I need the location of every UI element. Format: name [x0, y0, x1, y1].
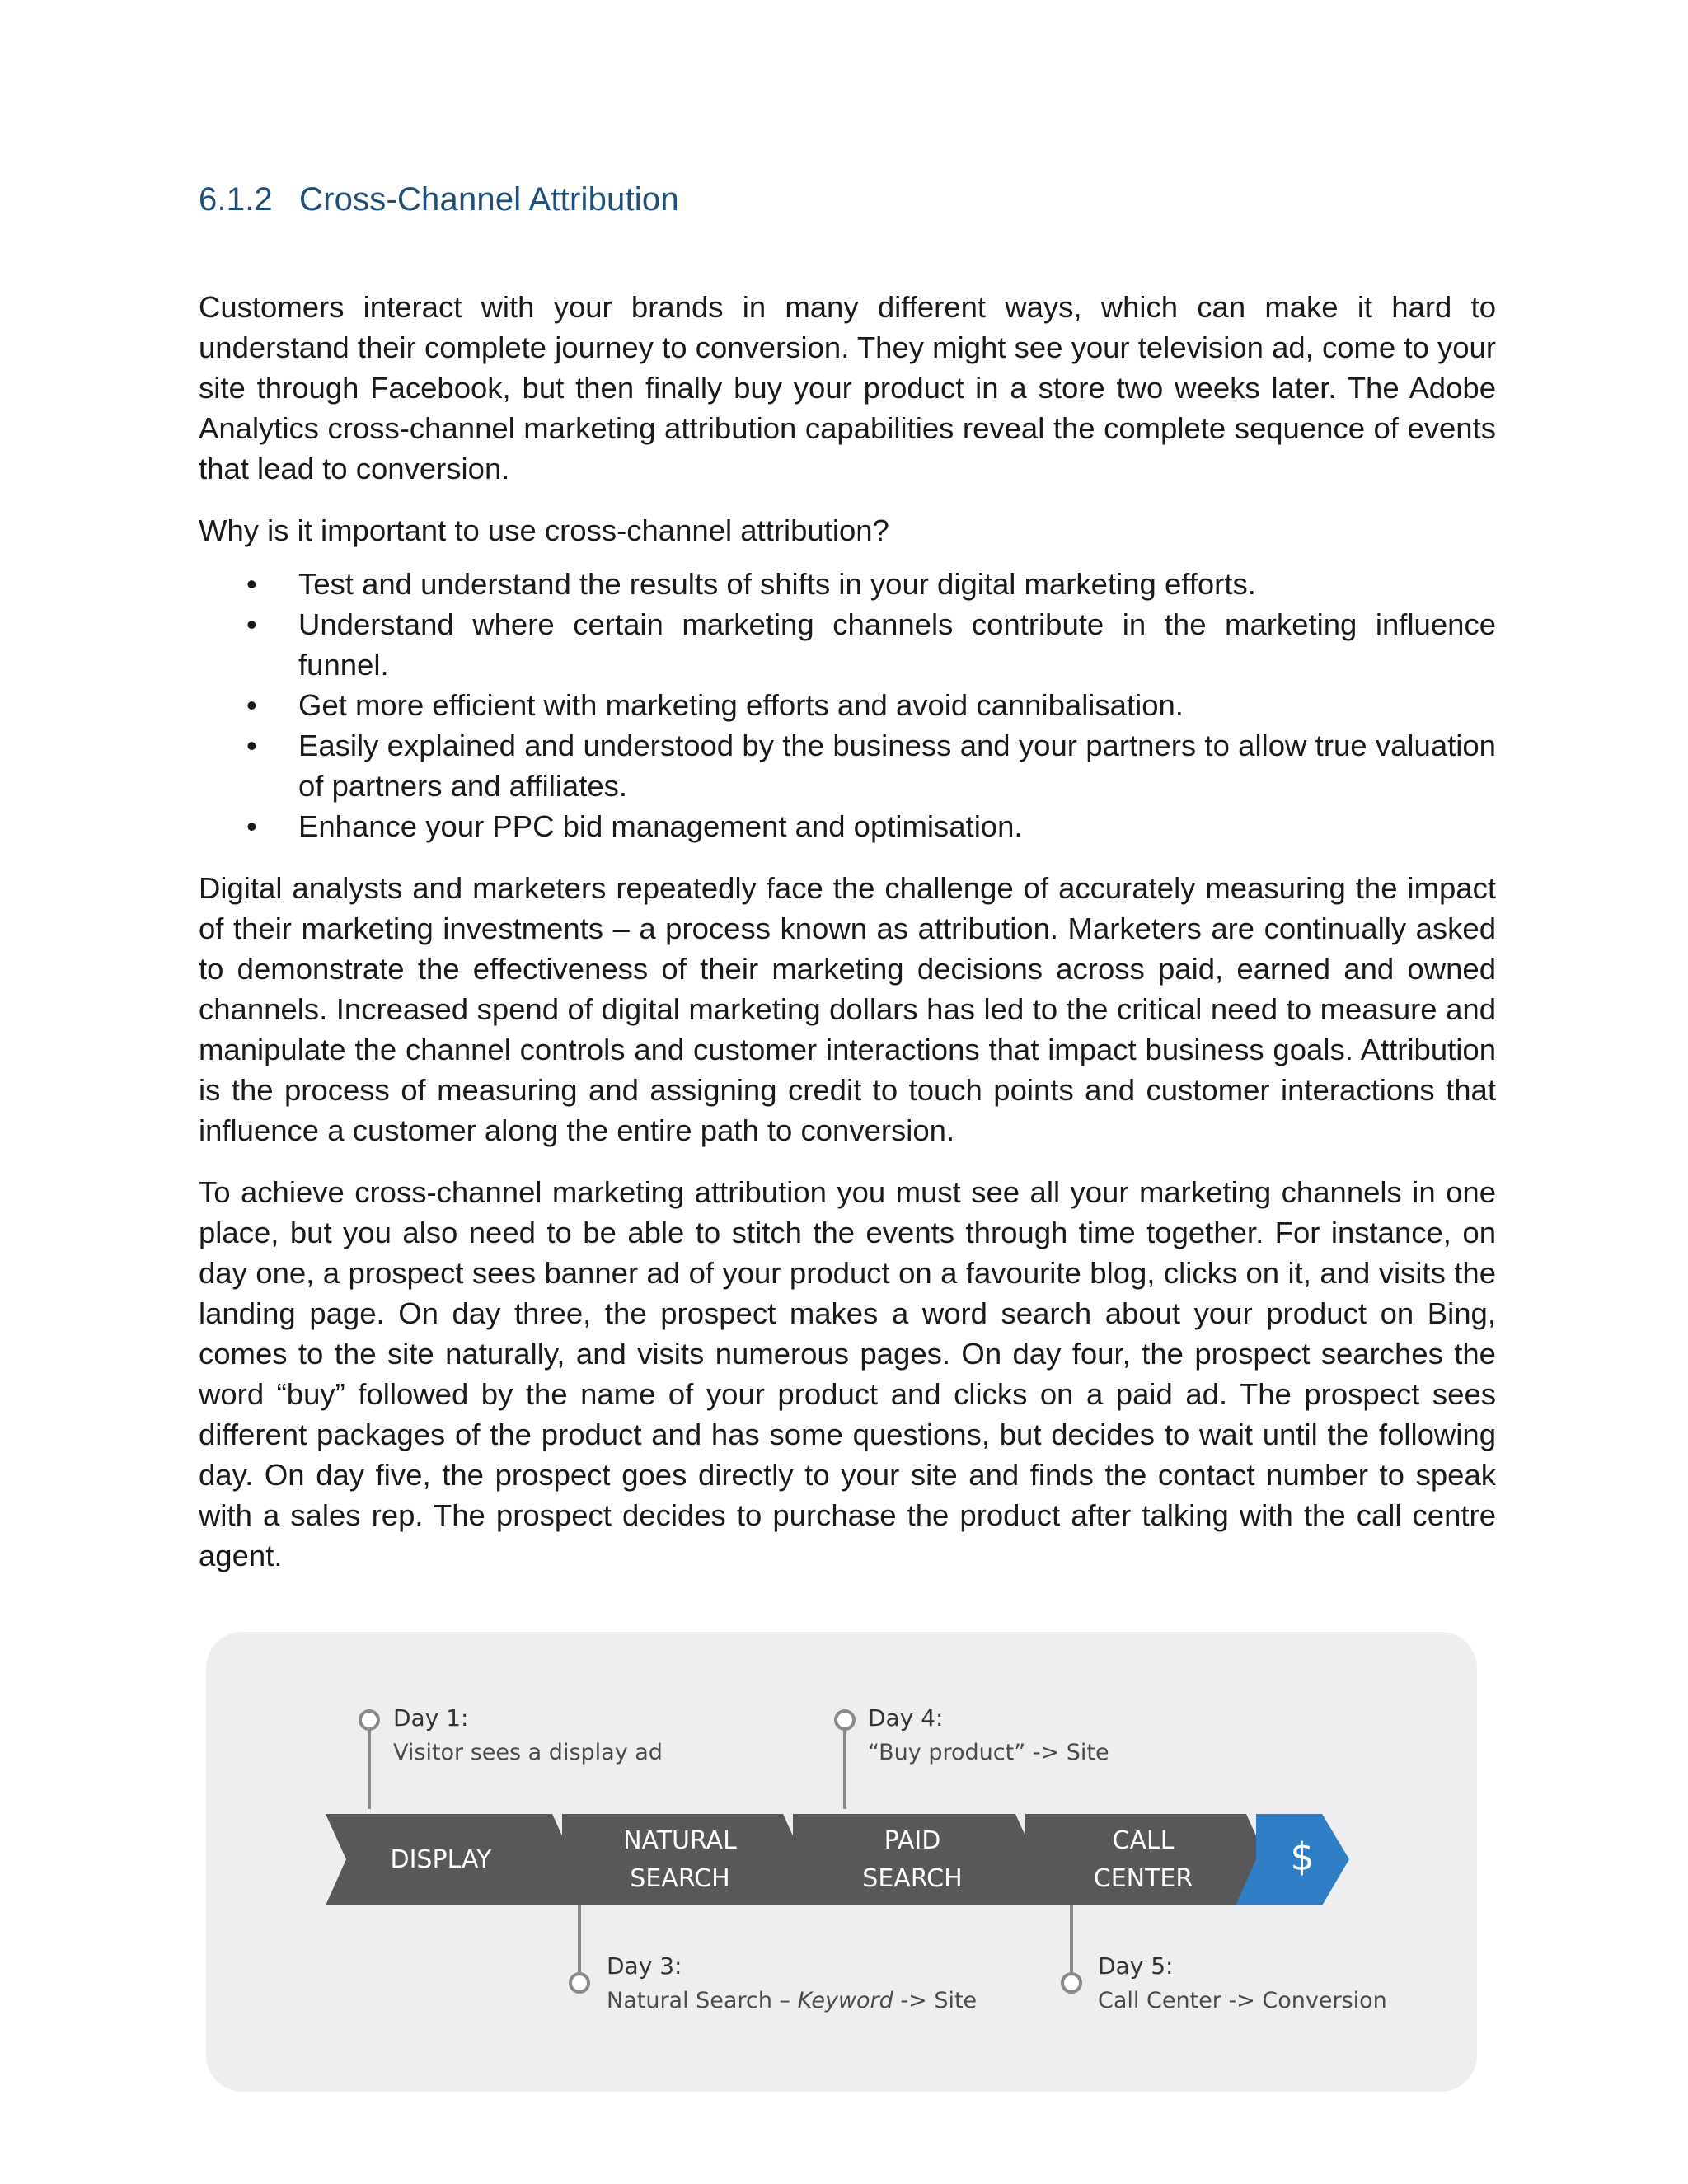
day4-callout: Day 4: “Buy product” -> Site [868, 1704, 1109, 1765]
day5-callout: Day 5: Call Center -> Conversion [1098, 1952, 1387, 2013]
attribution-journey-diagram [206, 1632, 1477, 2092]
paragraph-attribution: Digital analysts and marketers repeatedly face the challenge of accurately measuring the impact of their marketing investments – a process known as attribution. Marketers are continually asked to demonstrate the effectiveness of their marketing decisions across paid, earned and owned channels. Increased spend of digital marketing dollars has led to the critical need to measure and manipulate the channel controls and customer interactions that impact business goals. Attribution is the process of measuring and assigning credit to touch points and customer interactions that influence a customer along the entire path to conversion. [199, 871, 1496, 1147]
stage-paid-search-label: PAID SEARCH [862, 1826, 963, 1893]
day3-node-icon [570, 1974, 588, 1992]
section-heading [199, 181, 679, 218]
bullet-glyph: • [246, 567, 257, 601]
day4-node-icon [836, 1711, 854, 1729]
dollar-icon: $ [1290, 1835, 1315, 1879]
list-item: • Get more efficient with marketing efforts and avoid cannibalisation. [199, 685, 1496, 725]
day1-callout: Day 1: Visitor sees a display ad [393, 1704, 663, 1765]
list-item: • Test and understand the results of shifts in your digital marketing efforts. [199, 564, 1496, 604]
body-text [199, 287, 1496, 1597]
bullet-glyph: • [246, 688, 257, 722]
stage-natural-search-label: NATURAL SEARCH [623, 1826, 737, 1893]
list-item: • Enhance your PPC bid management and optimisation. [199, 806, 1496, 846]
paragraph-example: To achieve cross-channel marketing attribution you must see all your marketing channels in one place, but you also need to be able to stitch the events through time together. For instance, on day one, a prospect sees banner ad of your product on a favourite blog, clicks on it, and visits the landing page. On day three, the prospect makes a word search about your product on Bing, comes to the site naturally, and visits numerous pages. On day four, the prospect searches the word “buy” followed by the name of your product and clicks on a paid ad. The prospect sees different packages of the product and has some questions, but decides to wait until the following day. On day five, the prospect goes directly to your site and finds the contact number to speak with a sales rep. The prospect decides to purchase the product after talking with the call centre agent. [199, 1175, 1496, 1572]
bullet-glyph: • [246, 809, 257, 843]
list-item: • Easily explained and understood by the business and your partners to allow true valuation of partners and affiliates. [199, 725, 1496, 806]
section-title: Cross-Channel Attribution [299, 181, 679, 218]
day5-node-icon [1062, 1974, 1081, 1992]
stage-display-label: DISPLAY [390, 1845, 492, 1874]
day3-callout: Day 3: Natural Search – Keyword -> Site [607, 1952, 978, 2013]
bullet-glyph: • [246, 607, 257, 641]
paragraph-question: Why is it important to use cross-channel attribution? [199, 513, 889, 547]
benefits-list [199, 564, 1496, 846]
paragraph-intro: Customers interact with your brands in many different ways, which can make it hard to understand their complete journey to conversion. They might see your television ad, come to your site through Facebook, but then finally buy your product in a store two weeks later. The Adobe Analytics cross-channel marketing attribution capabilities reveal the complete sequence of events that lead to conversion. [199, 290, 1496, 485]
section-number: 6.1.2 [199, 181, 273, 218]
day1-node-icon [360, 1711, 378, 1729]
list-item: • Understand where certain marketing channels contribute in the marketing influence funnel. [199, 604, 1496, 685]
bullet-glyph: • [246, 729, 257, 762]
stage-call-center-label: CALL CENTER [1093, 1826, 1193, 1893]
